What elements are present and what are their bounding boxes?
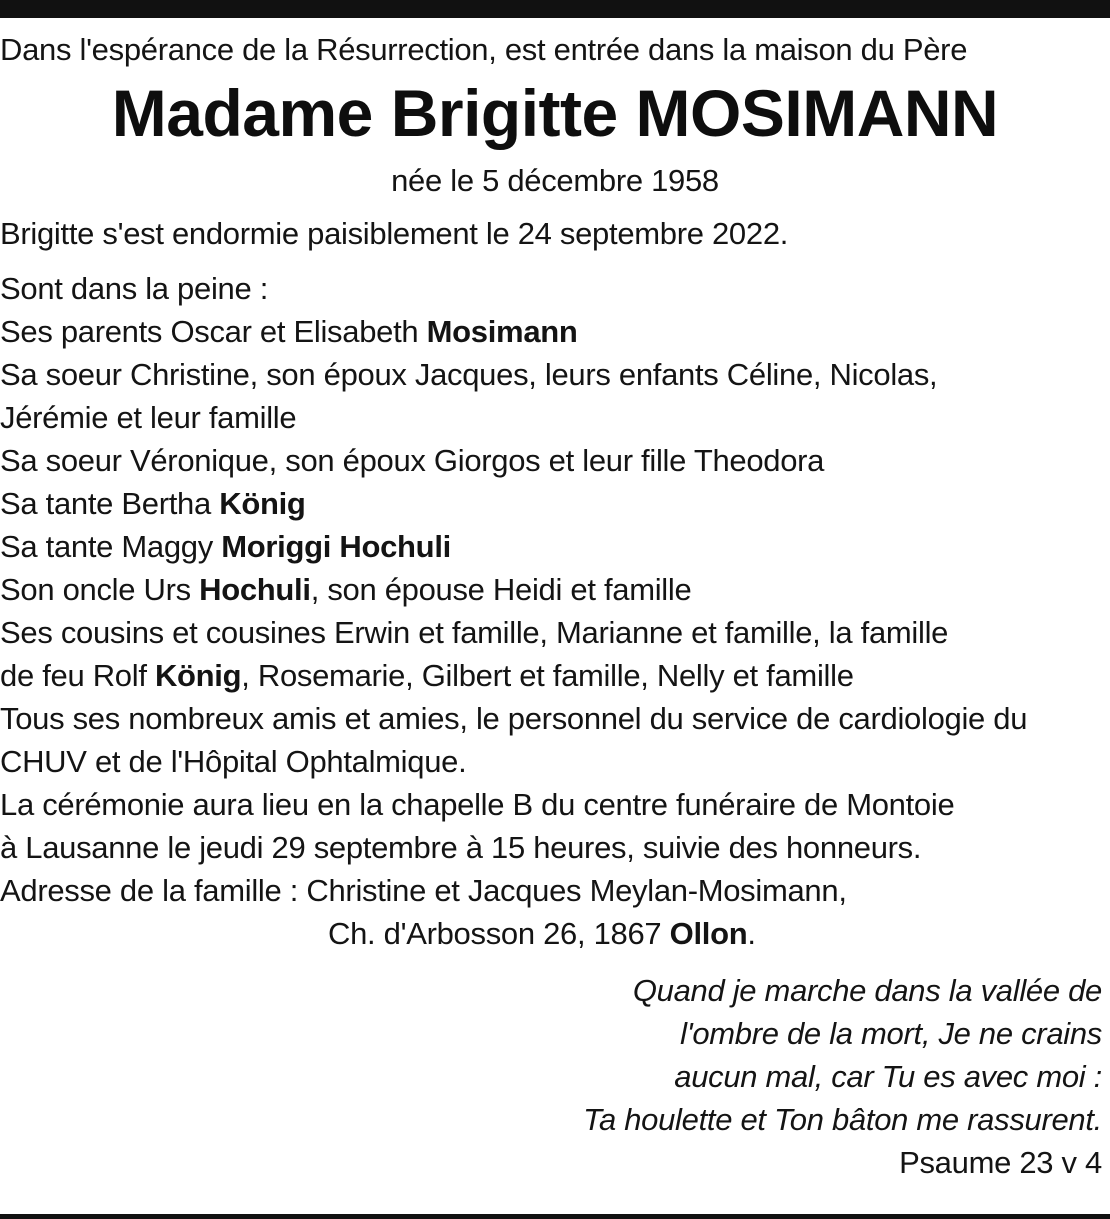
- family-aunt-2: Sa tante Maggy Moriggi Hochuli: [0, 529, 451, 564]
- ceremony-line: La cérémonie aura lieu en la chapelle B du centre funéraire de Montoie: [0, 787, 955, 822]
- family-sister-2: Sa soeur Véronique, son époux Giorgos et leur fille Theodora: [0, 443, 825, 478]
- family-cousins: Ses cousins et cousines Erwin et famille, Marianne et famille, la famille: [0, 615, 949, 650]
- family-uncle: Son oncle Urs Hochuli, son épouse Heidi et famille: [0, 572, 692, 607]
- family-address: Adresse de la famille : Christine et Jacques Meylan-Mosimann,: [0, 873, 847, 908]
- death-statement: Brigitte s'est endormie paisiblement le 24 septembre 2022.: [0, 216, 789, 251]
- verse-line: Ta houlette et Ton bâton me rassurent.: [583, 1102, 1102, 1137]
- intro-line: Dans l'espérance de la Résurrection, est entrée dans la maison du Père: [0, 32, 968, 67]
- mourners-intro: Sont dans la peine :: [0, 271, 269, 306]
- family-cousins-cont: de feu Rolf König, Rosemarie, Gilbert et famille, Nelly et famille: [0, 658, 854, 693]
- family-sister-1-cont: Jérémie et leur famille: [0, 400, 297, 435]
- friends-line-cont: CHUV et de l'Hôpital Ophtalmique.: [0, 744, 467, 779]
- verse-line: l'ombre de la mort, Je ne crains: [680, 1016, 1102, 1051]
- obituary-notice: [0, 28, 1110, 1184]
- family-aunt-1: Sa tante Bertha König: [0, 486, 306, 521]
- psalm-verse: [0, 969, 1110, 1141]
- bottom-rule: [0, 1214, 1110, 1219]
- top-rule: [0, 0, 1110, 18]
- verse-line: aucun mal, car Tu es avec moi :: [674, 1059, 1102, 1094]
- birth-date: née le 5 décembre 1958: [391, 163, 719, 198]
- deceased-name: Madame Brigitte MOSIMANN: [111, 76, 999, 150]
- family-sister-1: Sa soeur Christine, son époux Jacques, leurs enfants Céline, Nicolas,: [0, 357, 938, 392]
- family-parents: Ses parents Oscar et Elisabeth Mosimann: [0, 314, 578, 349]
- family-address-cont: Ch. d'Arbosson 26, 1867 Ollon.: [328, 916, 756, 951]
- friends-line: Tous ses nombreux amis et amies, le personnel du service de cardiologie du: [0, 701, 1028, 736]
- ceremony-line-cont: à Lausanne le jeudi 29 septembre à 15 heures, suivie des honneurs.: [0, 830, 922, 865]
- verse-line: Quand je marche dans la vallée de: [632, 973, 1102, 1008]
- psalm-reference: Psaume 23 v 4: [899, 1145, 1102, 1180]
